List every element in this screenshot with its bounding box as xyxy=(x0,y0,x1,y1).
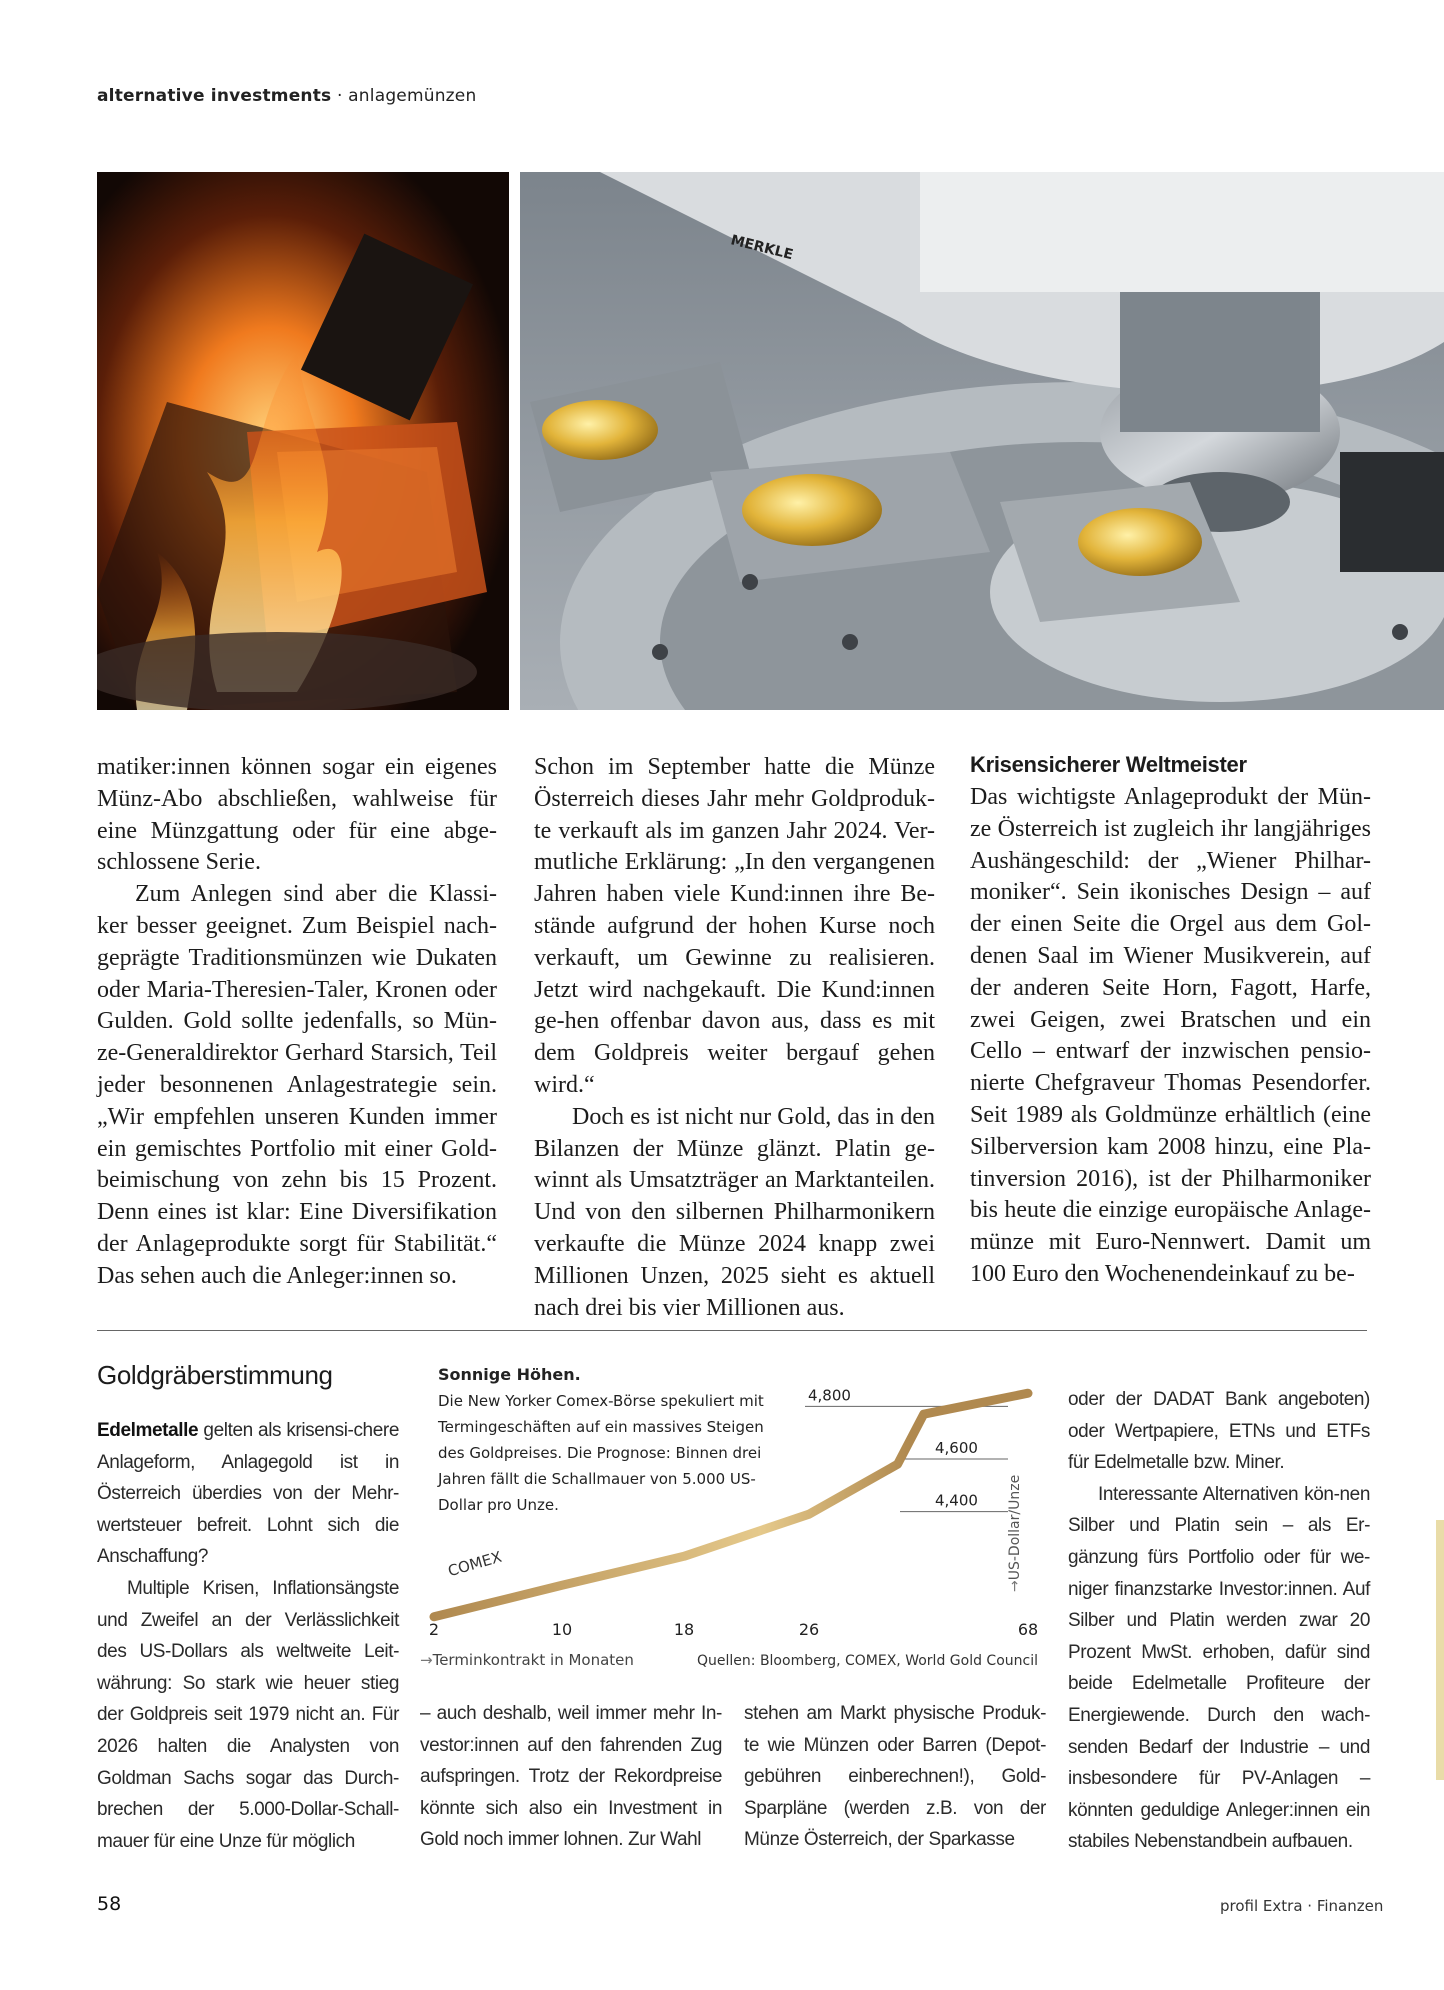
subheading-krisensicher: Krisensicherer Weltmeister xyxy=(970,752,1247,777)
article-column-2 xyxy=(534,752,935,1324)
box-col2-paragraph: – auch deshalb, weil immer mehr In-vestor:innen auf den fahrenden Zug aufspringen. Trotz der Rekordpreise könnte sich also ein Investment in Gold noch immer lohnen. Zur Wahl xyxy=(420,1703,722,1851)
article-column-3 xyxy=(970,750,1371,1291)
x-axis-arrow-icon: → xyxy=(420,1651,433,1669)
x-tick-label-26: 26 xyxy=(798,1620,820,1639)
press-imprint-text: MERKLE xyxy=(729,232,795,264)
article-col1-paragraph-1: matiker:innen können sogar ein eigenes Münz-Abo abschließen, wahlweise für eine Münzgattung oder für eine abge-schlossene Serie. xyxy=(97,754,497,876)
x-tick-label-18: 18 xyxy=(673,1620,695,1639)
box-col4-paragraph-2: Interessante Alternativen kön-nen Silber und Platin sein – als Er-gänzung fürs Portfolio oder für we-niger finanzstarke Investor:innen. Auf Silber und Platin werden zwar 20 Prozent MwSt. erhoben, dafür sind beide Edelmetalle Profiteure der Energiewende. Durch den wach-senden Bedarf der Industrie – und insbesondere für PV-Anlagen – könnten geduldige Anleger:innen ein stabiles Nebenstandbein aufbauen. xyxy=(1068,1483,1370,1853)
flame-icon xyxy=(97,172,509,710)
x-axis-title xyxy=(420,1651,634,1669)
coin-press-icon xyxy=(520,172,1444,710)
y-axis-arrow-icon: → xyxy=(1007,1580,1023,1592)
box-column-2 xyxy=(420,1698,722,1856)
minting-press-photo xyxy=(520,172,1444,710)
box-title: Goldgräberstimmung xyxy=(97,1360,333,1390)
box-col1-paragraph-1 xyxy=(97,1415,399,1573)
y-tick-label-4800: 4,800 xyxy=(808,1386,851,1405)
page-edge-strip xyxy=(1436,1520,1444,1780)
box-column-4 xyxy=(1068,1384,1370,1858)
y-tick-label-4600: 4,600 xyxy=(935,1438,978,1457)
page-number: 58 xyxy=(97,1893,122,1915)
box-col4-paragraph-1: oder der DADAT Bank angeboten) oder Wertpapiere, ETNs und ETFs für Edelmetalle bzw. Miner. xyxy=(1068,1389,1370,1474)
chart-subtitle: Die New Yorker Comex-Börse spekuliert mit Termingeschäften auf ein massives Steigen des Goldpreises. Die Prognose: Binnen drei Jahren fällt die Schallmauer von 5.000 US-Dollar pro Unze. xyxy=(438,1392,764,1514)
box-col1-p1-rest: gelten als krisensi-chere Anlageform, Anlagegold ist in Österreich überdies von der Mehr-wertsteuer befreit. Lohnt sich die Anschaffung? xyxy=(97,1420,399,1568)
x-axis-label: Terminkontrakt in Monaten xyxy=(432,1651,634,1669)
chart-x-ticks xyxy=(429,1620,1038,1639)
y-axis-label: US-Dollar/Unze xyxy=(1007,1474,1023,1581)
magazine-name: profil Extra · Finanzen xyxy=(1220,1897,1384,1915)
article-column-1 xyxy=(97,752,497,1293)
forge-photo xyxy=(97,172,509,710)
article-col1-paragraph-2: Zum Anlegen sind aber die Klassi-ker besser geeignet. Zum Beispiel nach-geprägte Traditionsmünzen wie Dukaten oder Maria-Theresien-Taler, Kronen oder Gulden. Gold sollte jedenfalls, so Mün-ze-Generaldirektor Gerhard Starsich, Teil jeder besonnenen Anlagestrategie sein. „Wir empfehlen unseren Kunden immer ein gemischtes Portfolio mit einer Gold-beimischung von zehn bis 15 Prozent. Denn eines ist klar: Eine Diversifikation der Anlageprodukte sorgt für Stabilität.“ Das sehen auch die Anleger:innen so. xyxy=(97,881,497,1289)
kicker-bold: alternative investments xyxy=(97,86,332,106)
article-col3-paragraph-1: Das wichtigste Anlageprodukt der Mün-ze Österreich ist zugleich ihr langjähriges Aushängeschild: der „Wiener Philhar-moniker“. Sein ikonisches Design – auf der einen Seite die Orgel aus dem Gol-denen Saal im Wiener Musikverein, auf der anderen Seite Horn, Fagott, Harfe, zwei Geigen, zwei Bratschen und ein Cello – entwarf der inzwischen pensio-nierte Chefgraveur Thomas Pesendorfer. Seit 1989 als Goldmünze erhältlich (eine Silberversion kam 2008 hinzu, eine Pla-tinversion 2016), ist der Philharmoniker bis heute die einzige europäische Anlage-münze mit Euro-Nennwert. Damit um 100 Euro den Wochenendeinkauf zu be- xyxy=(970,784,1371,1287)
series-label-comex: COMEX xyxy=(445,1547,504,1581)
section-kicker xyxy=(97,86,476,106)
box-lead-bold: Edelmetalle xyxy=(97,1420,199,1441)
article-col2-paragraph-2: Doch es ist nicht nur Gold, das in den Bilanzen der Münze glänzt. Platin ge-winnt als Umsatzträger an Marktanteilen. Und von den silbernen Philharmonikern verkaufte die Münze 2024 knapp zwei Millionen Unzen, 2025 sieht es aktuell nach drei bis vier Millionen aus. xyxy=(534,1103,935,1321)
y-axis-title xyxy=(1007,1475,1023,1592)
box-col1-paragraph-2: Multiple Krisen, Inflationsängste und Zweifel an der Verlässlichkeit des US-Dollars als weltweite Leit-währung: So stark wie heuer stieg der Goldpreis seit 1979 nicht an. Für 2026 halten die Analysten von Goldman Sachs sogar das Durch-brechen der 5.000-Dollar-Schall-mauer für eine Unze für möglich xyxy=(97,1577,399,1852)
box-column-3 xyxy=(744,1698,1046,1856)
chart-title: Sonnige Höhen. xyxy=(438,1365,581,1384)
chart-source: Quellen: Bloomberg, COMEX, World Gold Council xyxy=(697,1653,1038,1669)
x-tick-label-2: 2 xyxy=(428,1620,440,1639)
kicker-rest: · anlagemünzen xyxy=(331,86,477,106)
x-tick-label-10: 10 xyxy=(551,1620,573,1639)
x-tick-label-68: 68 xyxy=(1017,1620,1039,1639)
article-col2-paragraph-1: Schon im September hatte die Münze Österreich dieses Jahr mehr Goldproduk-te verkauft als im ganzen Jahr 2024. Ver-mutliche Erklärung: „In den vergangenen Jahren haben viele Kund:innen ihre Be-stände aufgrund der hohen Kurse noch verkauft, um Gewinne zu realisieren. Jetzt wird nachgekauft. Die Kund:innen ge-hen offenbar davon aus, dass es mit dem Goldpreis weiter bergauf gehen wird.“ xyxy=(534,754,935,1098)
box-col3-paragraph: stehen am Markt physische Produk-te wie Münzen oder Barren (Depot-gebühren einberechnen!), Gold-Sparpläne (werden z.B. von der Münze Österreich, der Sparkasse xyxy=(744,1703,1046,1851)
gold-price-chart xyxy=(420,1380,1060,1680)
box-column-1 xyxy=(97,1415,399,1857)
y-tick-label-4400: 4,400 xyxy=(935,1491,978,1510)
article-col3-body xyxy=(970,782,1371,1291)
box-divider xyxy=(97,1330,1367,1331)
